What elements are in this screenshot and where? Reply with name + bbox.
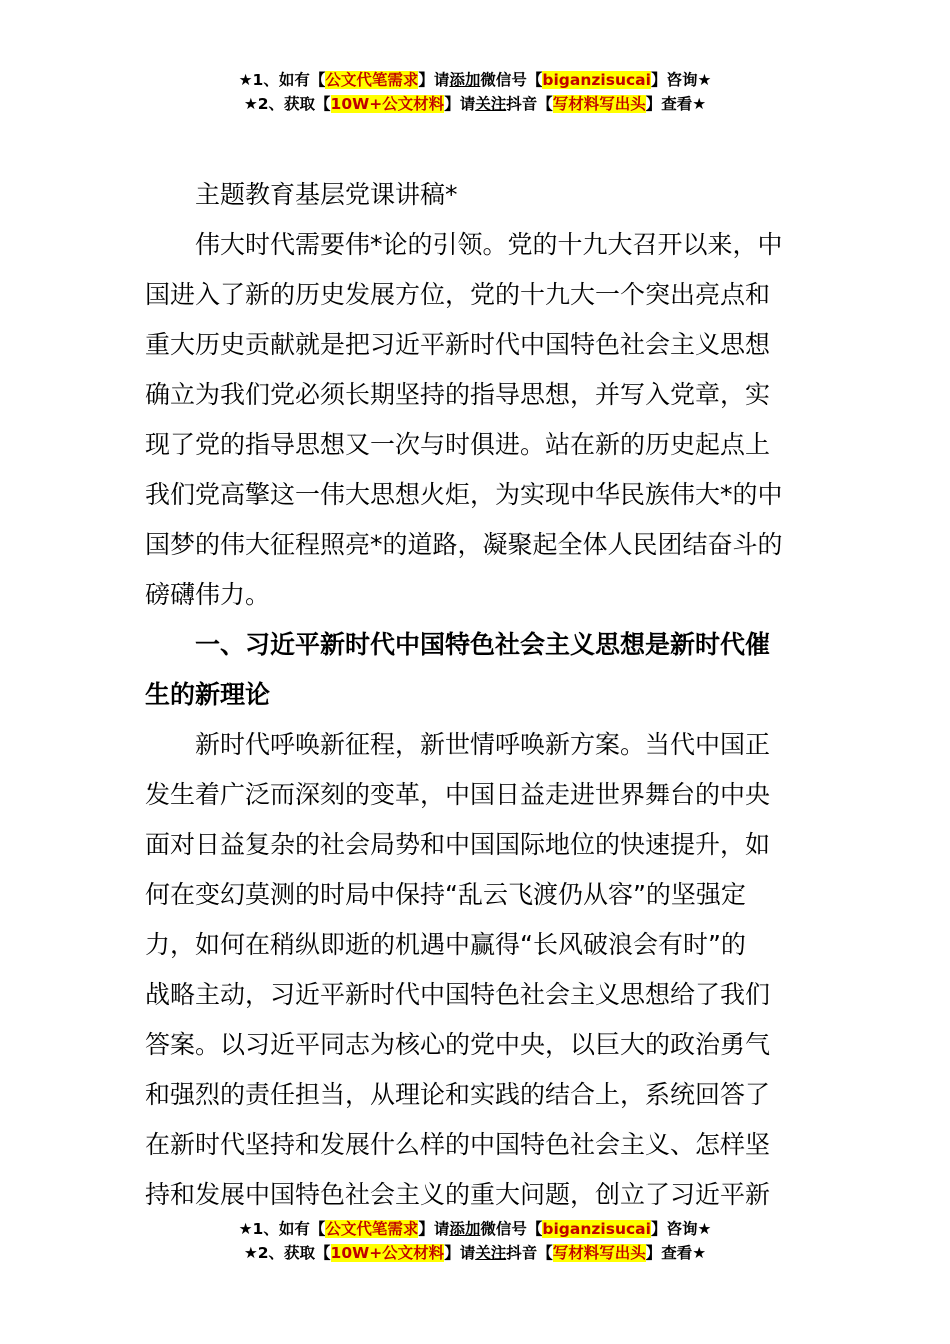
paragraph-line: 面对日益复杂的社会局势和中国国际地位的快速提升，如 xyxy=(145,830,771,859)
paragraph-line: 现了党的指导思想又一次与时俱进。站在新的历史起点上 xyxy=(145,430,771,459)
banner-text: 】咨询★ xyxy=(650,1220,712,1238)
banner-text: 】请 xyxy=(444,1244,476,1262)
paragraph-line: 何在变幻莫测的时局中保持“乱云飞渡仍从容”的坚强定 xyxy=(145,880,746,909)
paragraph-line: 答案。以习近平同志为核心的党中央，以巨大的政治勇气 xyxy=(145,1030,771,1059)
banner-line-2 xyxy=(0,92,950,116)
banner-text: ★2、获取【 xyxy=(243,1244,331,1262)
banner-text: 】请 xyxy=(418,71,450,89)
banner-underlined: 添加 xyxy=(449,71,481,89)
banner-line-2 xyxy=(0,1241,950,1265)
banner-highlight: biganzisucai xyxy=(542,71,651,89)
paragraph-line: 发生着广泛而深刻的变革，中国日益走进世界舞台的中央 xyxy=(145,780,771,809)
banner-underlined: 关注 xyxy=(475,95,507,113)
banner-underlined: 添加 xyxy=(449,1220,481,1238)
section-heading: 生的新理论 xyxy=(145,680,271,709)
banner-text: ★1、如有【 xyxy=(238,71,326,89)
banner-text: 抖音【 xyxy=(506,1244,553,1262)
banner-text: 】查看★ xyxy=(645,1244,707,1262)
banner-text: 】查看★ xyxy=(645,95,707,113)
paragraph-line: 在新时代坚持和发展什么样的中国特色社会主义、怎样坚 xyxy=(145,1130,771,1159)
paragraph-line: 重大历史贡献就是把习近平新时代中国特色社会主义思想 xyxy=(145,330,771,359)
paragraph-line: 确立为我们党必须长期坚持的指导思想，并写入党章，实 xyxy=(145,380,771,409)
banner-text: 抖音【 xyxy=(506,95,553,113)
banner-text: 】请 xyxy=(444,95,476,113)
paragraph-line: 磅礴伟力。 xyxy=(145,580,271,609)
banner-highlight: 10W+公文材料 xyxy=(330,1244,445,1262)
banner-text: ★1、如有【 xyxy=(238,1220,326,1238)
banner-text: 微信号【 xyxy=(480,1220,543,1238)
banner-highlight: biganzisucai xyxy=(542,1220,651,1238)
paragraph-line: 战略主动，习近平新时代中国特色社会主义思想给了我们 xyxy=(145,980,771,1009)
paragraph-line: 我们党高擎这一伟大思想火炬，为实现中华民族伟大*的中 xyxy=(145,480,783,509)
paragraph-line: 力，如何在稍纵即逝的机遇中赢得“长风破浪会有时”的 xyxy=(145,930,746,959)
paragraph-line: 国进入了新的历史发展方位，党的十九大一个突出亮点和 xyxy=(145,280,771,309)
banner-line-1 xyxy=(0,68,950,92)
paragraph-line: 国梦的伟大征程照亮*的道路，凝聚起全体人民团结奋斗的 xyxy=(145,530,783,559)
banner-highlight: 写材料写出头 xyxy=(552,1244,646,1262)
banner-text: 】请 xyxy=(418,1220,450,1238)
paragraph-line: 和强烈的责任担当，从理论和实践的结合上，系统回答了 xyxy=(145,1080,771,1109)
banner-highlight: 写材料写出头 xyxy=(552,95,646,113)
document-body xyxy=(145,170,807,1220)
banner-text: ★2、获取【 xyxy=(243,95,331,113)
banner-highlight: 10W+公文材料 xyxy=(330,95,445,113)
header-banner xyxy=(0,68,950,116)
banner-text: 微信号【 xyxy=(480,71,543,89)
section-heading: 一、习近平新时代中国特色社会主义思想是新时代催 xyxy=(145,630,771,659)
banner-line-1 xyxy=(0,1217,950,1241)
paragraph-line: 持和发展中国特色社会主义的重大问题，创立了习近平新 xyxy=(145,1180,771,1209)
banner-underlined: 关注 xyxy=(475,1244,507,1262)
footer-banner xyxy=(0,1217,950,1265)
banner-highlight: 公文代笔需求 xyxy=(325,71,419,89)
banner-highlight: 公文代笔需求 xyxy=(325,1220,419,1238)
banner-text: 】咨询★ xyxy=(650,71,712,89)
paragraph-line: 伟大时代需要伟*论的引领。党的十九大召开以来，中 xyxy=(145,230,783,259)
paragraph-line: 新时代呼唤新征程，新世情呼唤新方案。当代中国正 xyxy=(145,730,771,759)
document-title: 主题教育基层党课讲稿* xyxy=(145,180,458,209)
